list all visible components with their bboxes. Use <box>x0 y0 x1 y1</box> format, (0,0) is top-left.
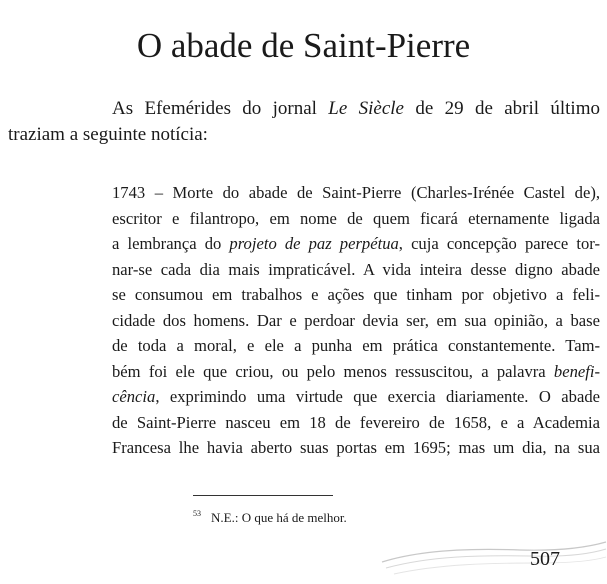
intro-line-1 <box>8 96 600 122</box>
page-ornament-swoosh <box>380 528 607 578</box>
quote-text: a lembrança do <box>112 234 230 253</box>
quote-italic: projeto de paz perpétua <box>229 234 399 253</box>
quote-line <box>112 231 600 257</box>
quoted-notice <box>112 180 600 461</box>
quote-line <box>112 359 600 385</box>
footnote-text: N.E.: O que há de melhor. <box>211 510 347 525</box>
quote-line: de Saint-Pierre nasceu em 18 de fevereiro de 1658, e a Academia <box>112 412 600 432</box>
intro-text: As Efemérides do jornal <box>112 98 329 119</box>
intro-paragraph <box>8 96 600 148</box>
quote-text: bém foi ele que criou, ou pelo menos ressuscitou, a palavra <box>112 361 554 381</box>
footnote-number: 53 <box>193 509 201 518</box>
quote-text: , exprimindo uma virtude que exercia diariamente. O abade <box>155 387 600 406</box>
quote-italic: benefi- <box>553 361 600 381</box>
quote-line: 1743 – Morte do abade de Saint-Pierre (Charles-Irénée Castel de), <box>112 183 600 202</box>
quote-line: de toda a moral, e ele a punha em prática constantemente. Tam- <box>112 336 600 355</box>
intro-line-2: traziam a seguinte notícia: <box>8 124 208 145</box>
quote-line: nar-se cada dia mais impraticável. A vida inteira desse digno abade <box>112 259 600 279</box>
journal-name: Le Siècle <box>328 98 404 119</box>
quote-line: escritor e filantropo, em nome de quem ficará eternamente ligada <box>112 208 600 228</box>
quote-line: cidade dos homens. Dar e perdoar devia ser, em sua opinião, a base <box>112 310 600 330</box>
page-title: O abade de Saint-Pierre <box>136 26 471 65</box>
intro-text: de 29 de abril último <box>404 98 600 119</box>
footnote <box>193 505 347 527</box>
quote-italic: cência <box>112 387 156 406</box>
page-number: 507 <box>530 548 560 570</box>
quote-line <box>112 384 600 410</box>
footnote-rule <box>193 495 333 496</box>
quote-line: se consumou em trabalhos e ações que tinham por objetivo a feli- <box>112 285 600 304</box>
quote-line: Francesa lhe havia aberto suas portas em 1695; mas um dia, na sua <box>112 438 600 457</box>
quote-text: , cuja concepção parece tor- <box>398 234 600 253</box>
